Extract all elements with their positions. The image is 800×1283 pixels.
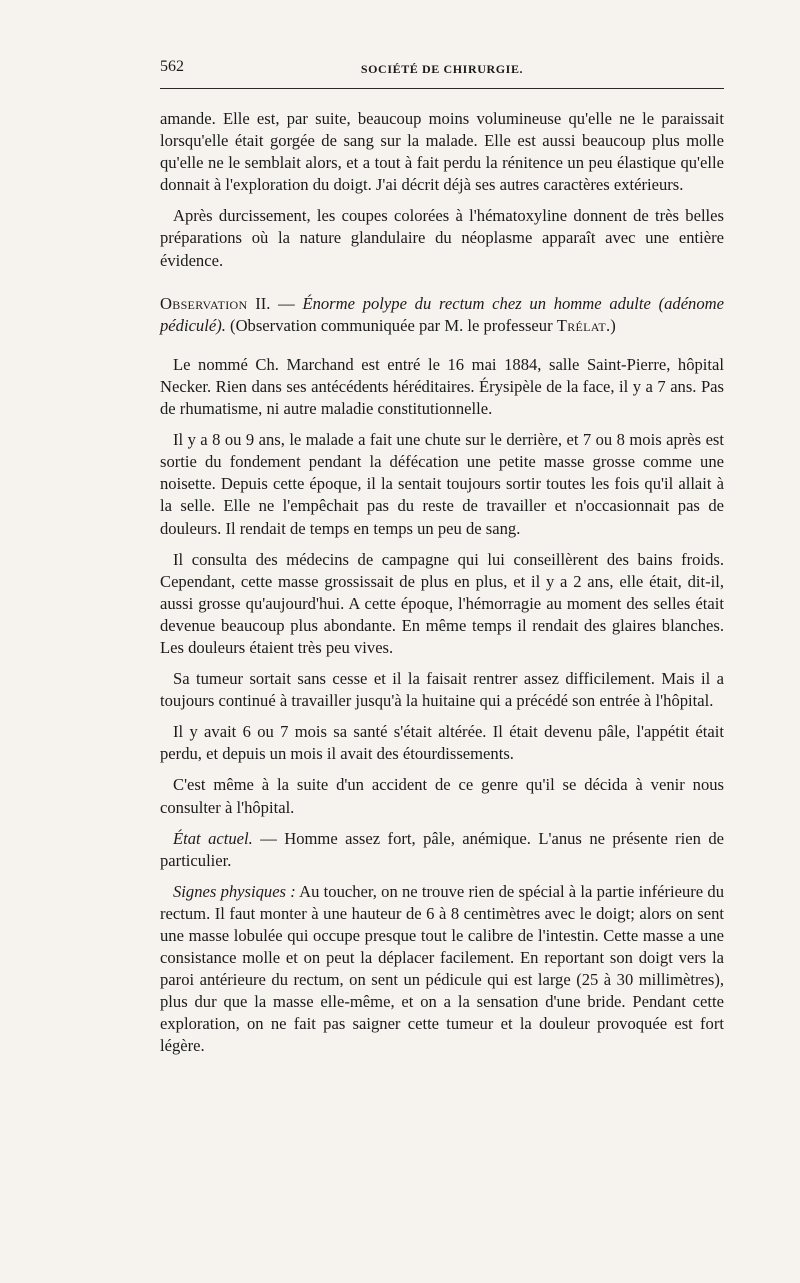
observation-number: II. — — [255, 293, 295, 313]
paragraph-admission: Le nommé Ch. Marchand est entré le 16 mai 1884, salle Saint-Pierre, hôpital Necker. Rien dans ses antécédents héréditaires. Érysipèle de la face, il y a 7 ans. Pas de rhumatisme, ni autre maladie constitutionnelle. — [160, 354, 724, 419]
observation-label: Observation — [160, 293, 248, 313]
running-title: SOCIÉTÉ DE CHIRURGIE. — [360, 62, 524, 76]
paragraph-accident: C'est même à la suite d'un accident de ce genre qu'il se décida à venir nous consulter à l'hôpital. — [160, 775, 724, 817]
paragraph-physical-signs — [160, 881, 724, 1058]
paragraph-health: Il y avait 6 ou 7 mois sa santé s'était altérée. Il était devenu pâle, l'appétit était perdu, et depuis un mois il avait des étourdissements. — [160, 722, 724, 764]
physical-signs-text: Au toucher, on ne trouve rien de spécial à la partie inférieure du rectum. Il faut monter à une hauteur de 6 à 8 centimètres avec le doigt; alors on sent une masse lobulée qui occupe presque tout le calibre de l'intestin. Cette masse a une consistance molle et on peut la déplacer facilement. En reportant son doigt vers la paroi antérieure du rectum, on sent un pédicule qui est large (25 à 30 millimètres), plus dur que la masse elle-même, et on a la sensation d'une bride. Pendant cette exploration, on ne fait pas saigner cette tumeur et la douleur provoquée est fort légère. — [160, 881, 724, 1056]
paragraph-tumor: Sa tumeur sortait sans cesse et il la faisait rentrer assez difficilement. Mais il a toujours continué à travailler jusqu'à la huitaine qui a précédé son entrée à l'hôpital. — [160, 669, 724, 711]
observation-credit: (Observation communiquée par M. le professeur — [230, 315, 553, 335]
paragraph-history: Il y a 8 ou 9 ans, le malade a fait une chute sur le derrière, et 7 ou 8 mois après est sortie du fondement pendant la défécation une petite masse grosse comme une noisette. Depuis cette époque, il la sentait toujours sortir toutes les fois qu'il allait à la selle. Elle ne l'empêchait pas du reste de travailler et n'occasionnait pas de douleurs. Il rendait de temps en temps un peu de sang. — [160, 430, 724, 538]
current-state-text: — Homme assez fort, pâle, anémique. L'anus ne présente rien de particulier. — [160, 828, 724, 870]
observation-title: Énorme polype du rectum chez un homme adulte (adénome pédiculé). — [160, 293, 724, 335]
observation-author: Trélat — [556, 315, 607, 335]
page-number: 562 — [160, 58, 184, 75]
physical-signs-label: Signes physiques : — [173, 881, 296, 901]
paragraph-continuation: amande. Elle est, par suite, beaucoup moins volumineuse qu'elle ne le paraissait lorsqu'elle était gorgée de sang sur la malade. Elle est aussi beaucoup plus molle qu'elle ne le semblait alors, et a tout à fait perdu la rénitence un peu élastique qu'elle donnait à l'exploration du doigt. J'ai décrit déjà ses autres caractères extérieurs. — [160, 109, 724, 195]
paragraph-consultation: Il consulta des médecins de campagne qui lui conseillèrent des bains froids. Cependant, cette masse grossissait de plus en plus, et il y a 2 ans, elle était, dit-il, aussi grosse qu'aujourd'hui. A cette époque, l'hémorragie au moment des selles était devenue beaucoup plus abondante. En même temps il rendait des glaires blanches. Les douleurs étaient très peu vives. — [160, 549, 724, 657]
paragraph-hardening: Après durcissement, les coupes colorées à l'hématoxyline donnent de très belles préparations où la nature glandulaire du néoplasme apparaît avec une entière évidence. — [160, 206, 724, 270]
current-state-label: État actuel. — [173, 828, 253, 848]
observation-credit-end: .) — [606, 315, 616, 335]
running-header — [160, 58, 724, 89]
body-text — [160, 108, 724, 1067]
paragraph-current-state — [160, 828, 724, 872]
observation-heading — [160, 293, 724, 337]
